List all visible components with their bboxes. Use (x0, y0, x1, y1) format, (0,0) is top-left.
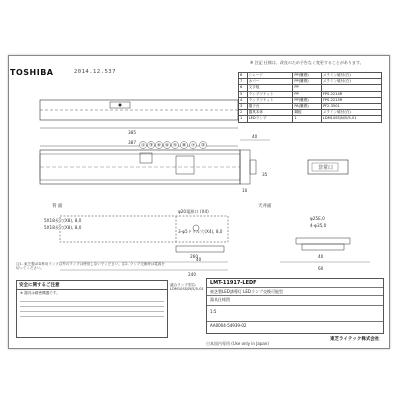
side-view (280, 238, 370, 262)
parts-cell: PP (293, 85, 321, 91)
end-detail (240, 140, 270, 184)
parts-cell: 6 (239, 85, 248, 91)
callout-6: ⑥ (156, 143, 162, 149)
back-view-title: 背 面 (52, 204, 63, 209)
parts-cell: メラミン焼付(白) (321, 79, 381, 85)
dim-40: 40 (252, 134, 258, 139)
callout-8: ⑧ (181, 143, 187, 149)
parts-cell: 1 (293, 116, 321, 122)
parts-cell: ランプソケット (247, 91, 293, 97)
warning-note: 注1. 東芝製LED専用ランプ以外のランプは使用しないでください。注2. ランプ交換時は電源を切ってください。 (16, 262, 165, 271)
top-note: ※ 注記 仕様は、改良のため予告なく変更することがあります。 (250, 60, 364, 65)
title-scale: 1:5 (210, 309, 217, 314)
parts-cell: 端子台 (247, 103, 293, 109)
side-note-a: φ25E,0 (310, 216, 325, 221)
manufacturer: 東芝ライテック株式会社 (330, 337, 380, 342)
drawing-number: AA0004-54939-02 (207, 321, 383, 329)
parts-cell: PP (293, 91, 321, 97)
top-elevation (40, 100, 238, 120)
parts-cell: 器具本体 (247, 110, 293, 116)
parts-cell: シェード (247, 73, 293, 79)
dim-240: 240 (188, 272, 196, 277)
back-note-a: 5X18長穴(X8), 8,0 (44, 218, 82, 223)
drawing-date: 2014.12.537 (74, 69, 116, 75)
parts-cell: 2 (239, 110, 248, 116)
callout-5: ⑤ (172, 143, 178, 149)
parts-cell: 1 (239, 116, 248, 122)
parts-cell: LEDランプ (247, 116, 293, 122)
model-number: LMT-11917-LEDF (210, 280, 257, 286)
parts-cell: PP(難燃) (293, 79, 321, 85)
sign-text: 非常口 (318, 165, 334, 171)
sign-plate (308, 160, 348, 174)
title-block (206, 278, 384, 334)
back-note-d: 3-φ5ドリル穴(X4), 8,0 (178, 229, 223, 234)
dim-260: 260 (190, 254, 198, 259)
dim-387: 387 (128, 140, 136, 145)
callout-4: ④ (164, 143, 170, 149)
parts-cell: PF2-3501 (321, 103, 381, 109)
caution-box (16, 280, 168, 338)
side-view-title: 天井面 (258, 204, 272, 209)
caution-text: ※ 器具は精密機器です。 (20, 291, 60, 295)
parts-cell: PP(難燃) (293, 97, 321, 103)
title-desc: 東芝製LED誘導灯 LEDランプ交換可能型 (207, 287, 383, 296)
parts-cell: ランプソケット (247, 97, 293, 103)
caution-title: 安全に関するご注意 (17, 281, 167, 290)
dim-60: 60 (318, 266, 324, 271)
parts-cell: 8 (239, 73, 248, 79)
parts-cell: 7 (239, 79, 248, 85)
parts-cell: メラミン焼付(白) (321, 73, 381, 79)
callout-1: ① (140, 143, 146, 149)
callout-2: ② (200, 143, 206, 149)
dim-35: 35 (262, 172, 268, 177)
dim-40c: 40 (318, 254, 324, 259)
parts-cell: LDM10SS/N/5/5-01 (321, 116, 381, 122)
title-type: 器具仕様図 (207, 295, 383, 304)
parts-cell: 文字板 (247, 85, 293, 91)
lamp-note: 適合ランプ型名: LDM10SS/N/5/5-01 (170, 283, 204, 292)
brand-logo: TOSHIBA (10, 68, 54, 77)
parts-cell: PP(難燃) (293, 73, 321, 79)
parts-cell: 3 (239, 103, 248, 109)
dim-40b: 40 (196, 257, 202, 262)
parts-cell: PA(難燃) (293, 103, 321, 109)
dim-385: 385 (128, 130, 136, 135)
parts-cell: カバー (247, 79, 293, 85)
plan-view (40, 150, 240, 184)
dim-10: 10 (242, 188, 248, 193)
parts-cell: 鋼板 (293, 110, 321, 116)
parts-cell: メラミン焼付(白) (321, 110, 381, 116)
parts-cell: FPS-2214R (321, 91, 381, 97)
callout-7: ⑦ (190, 143, 196, 149)
parts-cell: 4 (239, 97, 248, 103)
parts-cell: 5 (239, 91, 248, 97)
back-note-b: 5X18長穴(X8), 8,0 (44, 225, 82, 230)
side-note-b: 4-φ35,0 (310, 223, 327, 228)
back-note-c: φ20電源口 (X4) (178, 209, 209, 214)
callout-3: ③ (148, 143, 154, 149)
parts-cell: FPS-2215R (321, 97, 381, 103)
made-in-note: 日本国内専用 (Use only in Japan) (206, 341, 269, 346)
